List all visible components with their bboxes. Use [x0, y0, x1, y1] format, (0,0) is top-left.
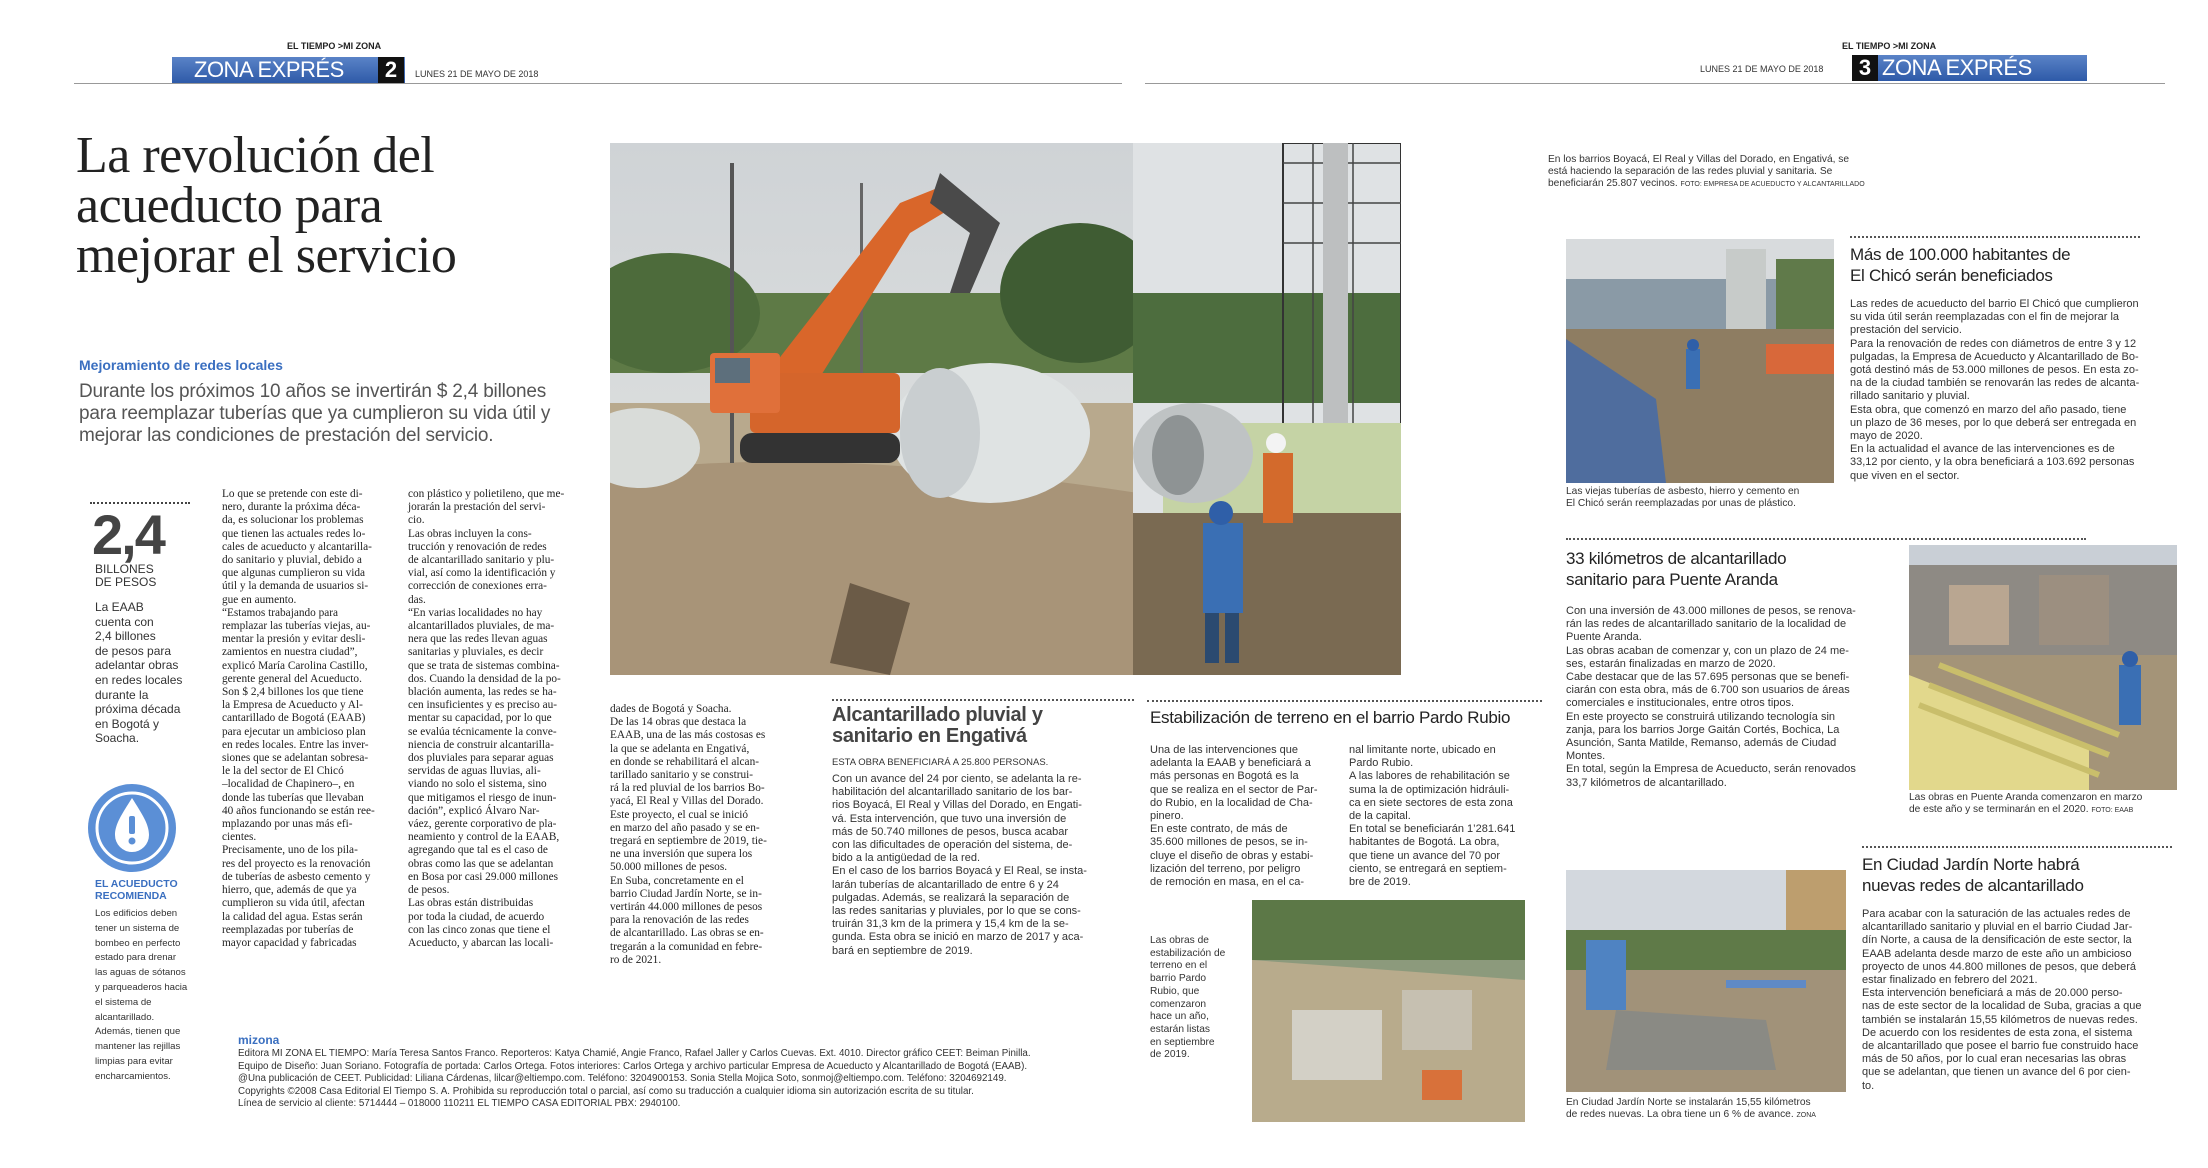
- text-line: De acuerdo con los residentes de esta zona, el sistema: [1862, 1026, 2133, 1039]
- text-line: en donde se rehabilitará el alcan-: [610, 755, 759, 768]
- text-line: obras como las que se adelantan: [408, 857, 554, 870]
- text-line: ro de 2021.: [610, 953, 662, 966]
- text-line: Acueducto, y abarcan las locali-: [408, 936, 554, 949]
- text-line: de alcantarillado que posee el barrio fue construido hace: [1862, 1040, 2139, 1053]
- stat-number: 2,4: [92, 503, 164, 566]
- header-rule-right: [1145, 83, 2165, 84]
- engativa-title-line: Alcantarillado pluvial y: [832, 704, 1043, 726]
- text-line: útil y la demanda de usuarios si-: [222, 580, 369, 593]
- aranda-caption-line: Las obras en Puente Aranda comenzaron en marzo: [1909, 792, 2143, 803]
- text-line: por toda la ciudad, de acuerdo: [408, 910, 545, 923]
- text-line: Precisamente, uno de los pila-: [222, 844, 358, 857]
- text-line: EAAB adelanta desde marzo de este año un ambicioso: [1862, 947, 2132, 960]
- text-line: jorarán la prestación del servi-: [408, 501, 546, 514]
- body-column-1: [222, 488, 397, 950]
- text-line: Editora MI ZONA EL TIEMPO: María Teresa Santos Franco. Reporteros: Katya Chamié, Angie Franco, Rafael Jaller y Carlos Cuevas. Ext. 4010. Director gráfico CEET: Beiman Pinilla.: [238, 1048, 1031, 1059]
- stat-text-line: próxima década: [95, 702, 181, 717]
- text-line: cluye el diseño de obras y estabi-: [1150, 849, 1314, 862]
- text-line: cales de acueducto y alcantarilla-: [222, 540, 372, 553]
- chico-rule: [1850, 236, 2140, 238]
- text-line: tarillado sanitario y se construi-: [610, 769, 754, 782]
- text-line: para ejecutar un ambicioso plan: [222, 725, 366, 738]
- text-line: barrio Ciudad Jardín Norte, se in-: [610, 887, 762, 900]
- text-line: de alcantarillado sanitario y plu-: [408, 554, 555, 567]
- brand-right: EL TIEMPO >MI ZONA: [1842, 41, 1937, 51]
- sidebar-text-line: tener un sistema de: [95, 922, 180, 934]
- text-line: estarán listas: [1150, 1023, 1211, 1035]
- text-line: Para la renovación de redes con diámetros de entre 3 y 12: [1850, 337, 2137, 350]
- text-line: Las obras están distribuidas: [408, 897, 534, 910]
- text-line: res del proyecto es la renovación: [222, 857, 371, 870]
- text-line: Línea de servicio al cliente: 5714444 – 018000 110211 EL TIEMPO CASA EDITORIAL PBX: 2940100.: [238, 1098, 681, 1110]
- text-line: bido a la antigüedad de la red.: [832, 852, 981, 865]
- top-caption-line: En los barrios Boyacá, El Real y Villas del Dorado, en Engativá, se: [1548, 154, 1850, 165]
- text-line: Para acabar con la saturación de las actuales redes de: [1862, 908, 2131, 920]
- text-line: Las obras acaban de comenzar y, con un plazo de 24 me-: [1566, 644, 1849, 657]
- headline-line: acueducto para: [76, 177, 383, 234]
- text-line: das.: [408, 593, 426, 606]
- section-bar-right: [1852, 55, 2087, 81]
- text-line: pulgadas, la Empresa de Acueducto y Alcantarillado de Bo-: [1850, 350, 2139, 363]
- text-line: para la renovación de las redes: [610, 914, 749, 927]
- credits-text: [238, 1048, 1098, 1111]
- text-line: con las cinco zonas que tiene el: [408, 923, 551, 936]
- text-line: sanitarias y pluviales, es decir: [408, 646, 544, 659]
- stat-text-line: de pesos para: [95, 643, 172, 658]
- jardin-caption: [1566, 1097, 1856, 1122]
- text-line: cio.: [408, 514, 425, 527]
- text-line: más de 50.740 millones de pesos, busca acabar: [832, 825, 1069, 838]
- text-line: servidas de aguas lluvias, ali-: [408, 765, 541, 778]
- text-line: rillado sanitario y pluvial.: [1850, 390, 1970, 403]
- text-line: habitantes de Bogotá. La obra,: [1349, 836, 1500, 849]
- text-line: Asunción, Santa Matilde, Remanso, además de Ciudad: [1566, 737, 1837, 750]
- stat-text-line: en Bogotá y: [95, 716, 160, 731]
- pardo-rule: [1147, 700, 1542, 702]
- text-line: lización del terreno, por peligro: [1150, 862, 1301, 875]
- sidebar-text-line: y parqueaderos hacia: [95, 981, 188, 993]
- text-line: @Una publicación de CEET. Publicidad: Liliana Cárdenas, lilcar@eltiempo.com. Teléfono: 3204900153. Sonia Stella Mojica Soto, sonmoj@eltiempo.com. Teléfono: 3204692149.: [238, 1073, 1007, 1085]
- text-line: De las 14 obras que destaca la: [610, 716, 747, 729]
- excavator-photo: [610, 143, 1138, 675]
- chico-caption-line: El Chicó serán reemplazadas por unas de plástico.: [1566, 498, 1796, 510]
- jardin-caption-line: En Ciudad Jardín Norte se instalarán 15,55 kilómetros: [1566, 1097, 1811, 1108]
- aranda-title-line: sanitario para Puente Aranda: [1566, 570, 1778, 589]
- text-line: Equipo de Diseño: Juan Soriano. Fotografía de portada: Carlos Ortega. Fotos interiores: Carlos Ortega y archivo particular Empresa de Acueducto y Alcantarillado de Bogotá (EAAB).: [238, 1060, 1028, 1072]
- text-line: más de 50 años, por lo cual eran necesarias las obras: [1862, 1053, 2127, 1066]
- text-line: neamiento y control de la EAAB,: [408, 831, 560, 844]
- photo-credit: FOTO: EMPRESA DE ACUEDUCTO Y ALCANTARILLADO: [1680, 181, 1865, 189]
- text-line: Esta intervención beneficiará a más de 20.000 perso-: [1862, 987, 2123, 1000]
- text-line: se evalúa técnicamente la conve-: [408, 725, 557, 738]
- text-line: barrio Pardo: [1150, 973, 1207, 985]
- text-line: corrección de conexiones erra-: [408, 580, 547, 593]
- text-line: Con un avance del 24 por ciento, se adelanta la re-: [832, 773, 1082, 785]
- date-left: LUNES 21 DE MAYO DE 2018: [415, 69, 539, 79]
- jardin-caption-text: de redes nuevas. La obra tiene un 6 % de avance.: [1566, 1109, 1794, 1121]
- text-line: vá. Esta intervención, que tuvo una inversión de: [832, 812, 1067, 825]
- section-name-right: ZONA EXPRÉS: [1882, 55, 2032, 80]
- aranda-caption-text: de este año y se terminarán en el 2020.: [1909, 804, 2089, 816]
- date-right: LUNES 21 DE MAYO DE 2018: [1700, 64, 1824, 74]
- text-line: de la capital.: [1349, 810, 1411, 823]
- text-line: las redes sanitarias y pluviales, por lo que se cons-: [832, 905, 1081, 918]
- text-line: zanja, para los barrios Jorge Gaitán Cortés, Bochica, La: [1566, 723, 1840, 736]
- text-line: viando no solo el sistema, sino: [408, 778, 547, 791]
- text-line: En este contrato, de más de: [1150, 823, 1288, 836]
- text-line: explicó María Carolina Castillo,: [222, 659, 368, 672]
- text-line: terreno en el: [1150, 960, 1208, 972]
- sidebar-text-line: mantener las rejillas: [95, 1041, 181, 1053]
- text-line: niencia de construir alcantarilla-: [408, 738, 554, 751]
- aranda-rule: [1566, 538, 2086, 540]
- text-line: gunda. Esta obra se inició en marzo de 2017 y aca-: [832, 931, 1084, 944]
- text-line: blación aumenta, las redes se ha-: [408, 686, 557, 699]
- text-line: trucción y renovación de redes: [408, 540, 547, 553]
- text-line: la que se adelanta en Engativá,: [610, 742, 750, 755]
- text-line: gue en aumento.: [222, 593, 297, 606]
- top-caption-line: está haciendo la separación de las redes pluvial y sanitaria. Se: [1548, 166, 1833, 178]
- sidebar-text-line: alcantarillado.: [95, 1011, 155, 1023]
- text-line: nas de este sector de la localidad de Suba, gracias a que: [1862, 1000, 2142, 1013]
- text-line: En este proyecto se construirá utilizando tecnología sin: [1566, 710, 1836, 723]
- text-line: siones que se adelantan sobresa-: [222, 752, 369, 765]
- text-line: la Empresa de Acueducto y Al-: [222, 699, 363, 712]
- chico-text: [1850, 298, 2170, 483]
- stat-unit-line: BILLONES: [95, 562, 154, 576]
- text-line: agregando que tal es el caso de: [408, 844, 548, 857]
- text-line: estabilización de: [1150, 947, 1226, 959]
- jardin-rule: [1862, 846, 2172, 848]
- text-line: 33,12 por ciento, y la obra beneficiará a 103.692 personas: [1850, 456, 2135, 469]
- deck: [79, 381, 550, 447]
- stat-text-line: en redes locales: [95, 672, 183, 687]
- text-line: que se trata de sistemas combina-: [408, 659, 560, 672]
- text-line: gotá destinó más de 53.000 millones de pesos. En esta zo-: [1850, 364, 2139, 377]
- text-line: vial, así como la identificación y: [408, 567, 556, 580]
- body-column-2: [408, 488, 584, 950]
- text-line: que se adelantan, que tienen un avance del 6 por cien-: [1862, 1066, 2131, 1079]
- pardo-col1: [1150, 744, 1335, 889]
- section-bar-left: [172, 57, 405, 83]
- text-line: En el caso de los barrios Boyacá y El Real, se insta-: [832, 865, 1087, 878]
- text-line: alcantarillado sanitario y pluvial en el barrio Ciudad Jar-: [1862, 921, 2133, 934]
- sidebar-title-line: EL ACUEDUCTO: [95, 878, 178, 890]
- brand-left: EL TIEMPO >MI ZONA: [287, 41, 382, 51]
- section-name-left: ZONA EXPRÉS: [194, 57, 344, 82]
- text-line: En total se beneficiarán 1’281.641: [1349, 823, 1516, 836]
- text-line: comerciales e institucionales, entre otros tipos.: [1566, 697, 1795, 710]
- text-line: Copyrights ©2008 Casa Editorial El Tiempo S. A. Prohibida su reproducción total o parcial, así como su traducción a cualquier idioma sin autorización escrita de su titular.: [238, 1085, 974, 1097]
- text-line: zamientos en nuestra ciudad”,: [222, 646, 358, 659]
- engativa-text: [832, 773, 1137, 958]
- engativa-rule: [832, 699, 1134, 701]
- chico-title: [1850, 244, 2070, 286]
- mizona-logo: mizona: [238, 1033, 280, 1047]
- stat-text: [95, 600, 182, 746]
- stat-unit-line: DE PESOS: [95, 575, 157, 589]
- pardo-title: Estabilización de terreno en el barrio Pardo Rubio: [1150, 708, 1511, 727]
- text-line: rán las redes de alcantarillado sanitario de la localidad de: [1566, 618, 1847, 631]
- text-line: alcantarillados pluviales, de ma-: [408, 620, 555, 633]
- text-line: dín Norte, a causa de la densificación de este sector, la: [1862, 934, 2132, 947]
- pardo-photo: [1252, 900, 1525, 1122]
- text-line: –localidad de Chapinero–, en: [222, 778, 355, 791]
- stat-text-line: cuenta con: [95, 614, 154, 629]
- text-line: do sanitario y pluvial, debido a: [222, 554, 362, 567]
- text-line: nero, durante la próxima déca-: [222, 501, 361, 514]
- text-line: cumplieron su vida útil, afectan: [222, 897, 365, 910]
- text-line: hace un año,: [1150, 1011, 1209, 1023]
- top-caption-line: [1548, 178, 1908, 191]
- text-line: adelanta la EAAB y beneficiará a: [1150, 757, 1311, 770]
- text-line: dación”, explicó Álvaro Nar-: [408, 804, 540, 817]
- stat-text-line: La EAAB: [95, 600, 144, 614]
- text-line: 40 años funcionando se están ree-: [222, 804, 375, 817]
- body-column-3: [610, 703, 800, 967]
- text-line: que viven en el sector.: [1850, 469, 1960, 482]
- photo-credit: FOTO: EAAB: [2091, 807, 2134, 815]
- text-line: mplazando por unas más efi-: [222, 818, 353, 831]
- text-line: suma la de optimización hidráuli-: [1349, 783, 1510, 796]
- text-line: Lo que se pretende con este di-: [222, 488, 363, 500]
- aranda-caption: [1909, 792, 2177, 817]
- text-line: la calidad del agua. Estas serán: [222, 910, 363, 923]
- text-line: Rubio, que: [1150, 985, 1200, 997]
- sidebar-title-line: RECOMIENDA: [95, 890, 167, 902]
- text-line: ne una inversión que supera los: [610, 848, 753, 861]
- text-line: comenzaron: [1150, 998, 1207, 1010]
- text-line: EAAB, una de las más costosas es: [610, 729, 766, 742]
- chico-photo: [1566, 239, 1834, 483]
- jardin-caption-line: [1566, 1109, 1856, 1122]
- page-number-right: 3: [1852, 55, 1878, 81]
- text-line: Este proyecto, el cual se inició: [610, 808, 749, 821]
- chico-caption-line: Las viejas tuberías de asbesto, hierro y cemento en: [1566, 486, 1800, 497]
- text-line: Las obras de: [1150, 935, 1209, 946]
- text-line: En la actualidad el avance de las intervenciones es de: [1850, 443, 2115, 456]
- text-line: to.: [1862, 1079, 1875, 1092]
- text-line: su vida útil serán reemplazadas con el fin de mejorar la: [1850, 311, 2120, 324]
- text-line: un plazo de 36 meses, por lo que deberá ser entregada en: [1850, 416, 2137, 429]
- text-line: do Rubio, en la localidad de Cha-: [1150, 796, 1313, 809]
- text-line: 35.600 millones de pesos, se in-: [1150, 836, 1308, 849]
- text-line: larán tuberías de alcantarillado de entre 6 y 24: [832, 878, 1059, 891]
- deck-line: mejorar las condiciones de prestación del servicio.: [79, 425, 494, 446]
- sidebar-text-line: las aguas de sótanos: [95, 967, 186, 979]
- stat-text-line: 2,4 billones: [95, 629, 156, 644]
- chico-caption: [1566, 486, 1834, 510]
- text-line: “En varias localidades no hay: [408, 606, 543, 619]
- stat-text-line: adelantar obras: [95, 658, 179, 673]
- text-line: En Suba, concretamente en el: [610, 874, 744, 887]
- stat-text-line: durante la: [95, 687, 149, 702]
- aranda-photo: [1909, 545, 2177, 790]
- top-caption: [1548, 154, 1908, 192]
- sidebar-text-line: limpias para evitar: [95, 1055, 173, 1067]
- text-line: ses, estarán finalizadas en marzo de 2020.: [1566, 657, 1776, 670]
- text-line: 33,7 kilómetros de alcantarillado.: [1566, 776, 1727, 789]
- text-line: 50.000 millones de pesos.: [610, 861, 728, 874]
- jardin-title: [1862, 854, 2084, 896]
- jardin-title-line: nuevas redes de alcantarillado: [1862, 876, 2084, 895]
- text-line: Cabe destacar que de las 57.695 personas que se benefi-: [1566, 671, 1850, 684]
- text-line: Una de las intervenciones que: [1150, 744, 1298, 756]
- text-line: rios Boyacá, El Real y Villas del Dorado, en Engati-: [832, 799, 1082, 812]
- text-line: más personas en Bogotá es la: [1150, 770, 1299, 783]
- text-line: de 2019.: [1150, 1049, 1190, 1061]
- header-rule-left: [74, 83, 1122, 84]
- chico-title-line: Más de 100.000 habitantes de: [1850, 245, 2071, 264]
- sidebar-text-line: encharcamientos.: [95, 1070, 171, 1082]
- sidebar-title: [95, 878, 178, 902]
- text-line: nal limitante norte, ubicado en: [1349, 744, 1496, 756]
- headline-line: La revolución del: [76, 127, 435, 184]
- text-line: le la del sector de El Chicó: [222, 765, 344, 778]
- text-line: cantarillado de Bogotá (EAAB): [222, 712, 366, 725]
- aranda-text: [1566, 605, 1911, 790]
- text-line: hierro, que, además de que ya: [222, 884, 357, 897]
- text-line: da, es solucionar los problemas: [222, 514, 364, 527]
- sidebar-text: [95, 907, 187, 1085]
- aranda-title-line: 33 kilómetros de alcantarillado: [1566, 549, 1787, 568]
- text-line: proyecto de unos 44.800 millones de pesos, que deberá: [1862, 960, 2136, 973]
- sidebar-text-line: Además, tienen que: [95, 1026, 181, 1038]
- text-line: de tuberías de asbesto cemento y: [222, 870, 371, 883]
- text-line: tregará en septiembre de 2019, tie-: [610, 835, 767, 848]
- text-line: Puente Aranda.: [1566, 631, 1642, 644]
- text-line: bará en septiembre de 2019.: [832, 944, 973, 957]
- text-line: en septiembre: [1150, 1036, 1215, 1048]
- text-line: que tiene un avance del 70 por: [1349, 849, 1501, 862]
- text-line: dades de Bogotá y Soacha.: [610, 703, 732, 715]
- text-line: rá la red pluvial de los barrios Bo-: [610, 782, 765, 795]
- engativa-title-line: sanitario en Engativá: [832, 725, 1027, 747]
- text-line: vertirán 44.000 millones de pesos: [610, 901, 763, 914]
- engativa-title: [832, 705, 1043, 747]
- headline-line: mejorar el servicio: [76, 227, 457, 284]
- text-line: en redes locales. Entre las inver-: [222, 738, 369, 751]
- text-line: “Estamos trabajando para: [222, 606, 339, 619]
- text-line: de alcantarillado. Las obras se en-: [610, 927, 764, 940]
- chico-title-line: El Chicó serán beneficiados: [1850, 266, 2053, 285]
- text-line: pinero.: [1150, 810, 1184, 823]
- pardo-col2: [1349, 744, 1534, 889]
- text-line: A las labores de rehabilitación se: [1349, 770, 1510, 783]
- text-line: en Bosa por casi 29.000 millones: [408, 870, 558, 883]
- jardin-text: [1862, 908, 2182, 1093]
- sidebar-text-line: Los edificios deben: [95, 908, 178, 919]
- text-line: donde las tuberías que llevaban: [222, 791, 364, 804]
- main-headline: [76, 127, 457, 284]
- top-caption-text: beneficiarán 25.807 vecinos.: [1548, 178, 1678, 190]
- stat-unit: [95, 563, 156, 589]
- text-line: tregarán a la comunidad en febre-: [610, 940, 763, 953]
- text-line: na de la ciudad también se renovarán las redes de alcanta-: [1850, 377, 2140, 390]
- text-line: yacá, El Real y Villas del Dorado.: [610, 795, 764, 808]
- text-line: nera que las redes llevan aguas: [408, 633, 548, 646]
- text-line: Las obras incluyen la cons-: [408, 527, 532, 540]
- text-line: váez, gerente corporativo de pla-: [408, 818, 557, 831]
- text-line: mayo de 2020.: [1850, 430, 1923, 443]
- text-line: mentar la presión y evitar desli-: [222, 633, 366, 646]
- text-line: Esta obra, que comenzó en marzo del año pasado, tiene: [1850, 403, 2127, 416]
- text-line: Son $ 2,4 billones los que tiene: [222, 686, 364, 699]
- text-line: cientes.: [222, 831, 257, 844]
- text-line: En total, según la Empresa de Acueducto, serán renovados: [1566, 763, 1856, 776]
- text-line: también se instalarán 15,55 kilómetros de nuevas redes.: [1862, 1013, 2138, 1026]
- text-line: en marzo del año pasado y se en-: [610, 821, 760, 834]
- text-line: reemplazadas por tuberías de: [222, 923, 354, 936]
- text-line: ciento, se entregará en septiem-: [1349, 862, 1507, 875]
- text-line: habilitación del alcantarillado sanitario de los bar-: [832, 786, 1073, 799]
- text-line: Montes.: [1566, 750, 1606, 763]
- text-line: dos. Cuando la densidad de la po-: [408, 672, 561, 685]
- photo-credit: ZONA: [1796, 1112, 1816, 1120]
- text-line: con plástico y polietileno, que me-: [408, 488, 565, 500]
- text-line: bre de 2019.: [1349, 876, 1411, 889]
- text-line: prestación del servicio.: [1850, 324, 1962, 337]
- text-line: pulgadas. Además, se realizará la separación de: [832, 891, 1070, 904]
- sidebar-text-line: el sistema de: [95, 996, 152, 1008]
- aranda-caption-line: [1909, 804, 2177, 817]
- text-line: truirán 31,3 km de la primera y 15,4 km de la se-: [832, 918, 1069, 931]
- pipe-workers-photo: [1133, 143, 1401, 675]
- text-line: Las redes de acueducto del barrio El Chicó que cumplieron: [1850, 298, 2139, 310]
- pardo-caption: [1150, 935, 1260, 1062]
- text-line: ca en siete sectores de esta zona: [1349, 796, 1513, 809]
- text-line: de pesos.: [408, 884, 450, 897]
- water-drop-exclamation-icon: [82, 778, 182, 878]
- sidebar-text-line: estado para drenar: [95, 952, 177, 964]
- text-line: mayor capacidad y fabricadas: [222, 936, 357, 949]
- text-line: dos pluviales para separar aguas: [408, 752, 554, 765]
- text-line: mentar su capacidad, por lo que: [408, 712, 552, 725]
- aranda-title: [1566, 548, 1786, 590]
- deck-line: Durante los próximos 10 años se invertirán $ 2,4 billones: [79, 381, 547, 402]
- jardin-photo: [1566, 870, 1846, 1092]
- text-line: que se realiza en el sector de Par-: [1150, 783, 1318, 796]
- text-line: cen insuficientes y es preciso au-: [408, 699, 557, 712]
- sidebar-text-line: bombeo en perfecto: [95, 937, 181, 949]
- text-line: con las dificultades de operación del sistema, de-: [832, 839, 1073, 852]
- page-number-left: 2: [378, 57, 404, 83]
- engativa-subtitle: ESTA OBRA BENEFICIARÁ A 25.800 PERSONAS.: [832, 757, 1049, 768]
- text-line: Pardo Rubio.: [1349, 757, 1414, 770]
- text-line: que algunas cumplieron su vida: [222, 567, 366, 580]
- text-line: que mitigamos el riesgo de inun-: [408, 791, 557, 804]
- text-line: ciarán con esta obra, más de 6.700 son usuarios de áreas: [1566, 684, 1850, 697]
- stat-text-line: Soacha.: [95, 731, 140, 746]
- text-line: Con una inversión de 43.000 millones de pesos, se renova-: [1566, 605, 1856, 617]
- text-line: de remoción en masa, en el ca-: [1150, 876, 1305, 889]
- text-line: estar finalizado en febrero del 2021.: [1862, 974, 2038, 987]
- jardin-title-line: En Ciudad Jardín Norte habrá: [1862, 855, 2080, 874]
- text-line: gerente general del Acueducto.: [222, 672, 362, 685]
- deck-line: para reemplazar tuberías que ya cumplieron su vida útil y: [79, 403, 551, 424]
- kicker: Mejoramiento de redes locales: [79, 357, 283, 373]
- text-line: remplazar las tuberías viejas, au-: [222, 620, 371, 633]
- text-line: que tienen las actuales redes lo-: [222, 527, 366, 540]
